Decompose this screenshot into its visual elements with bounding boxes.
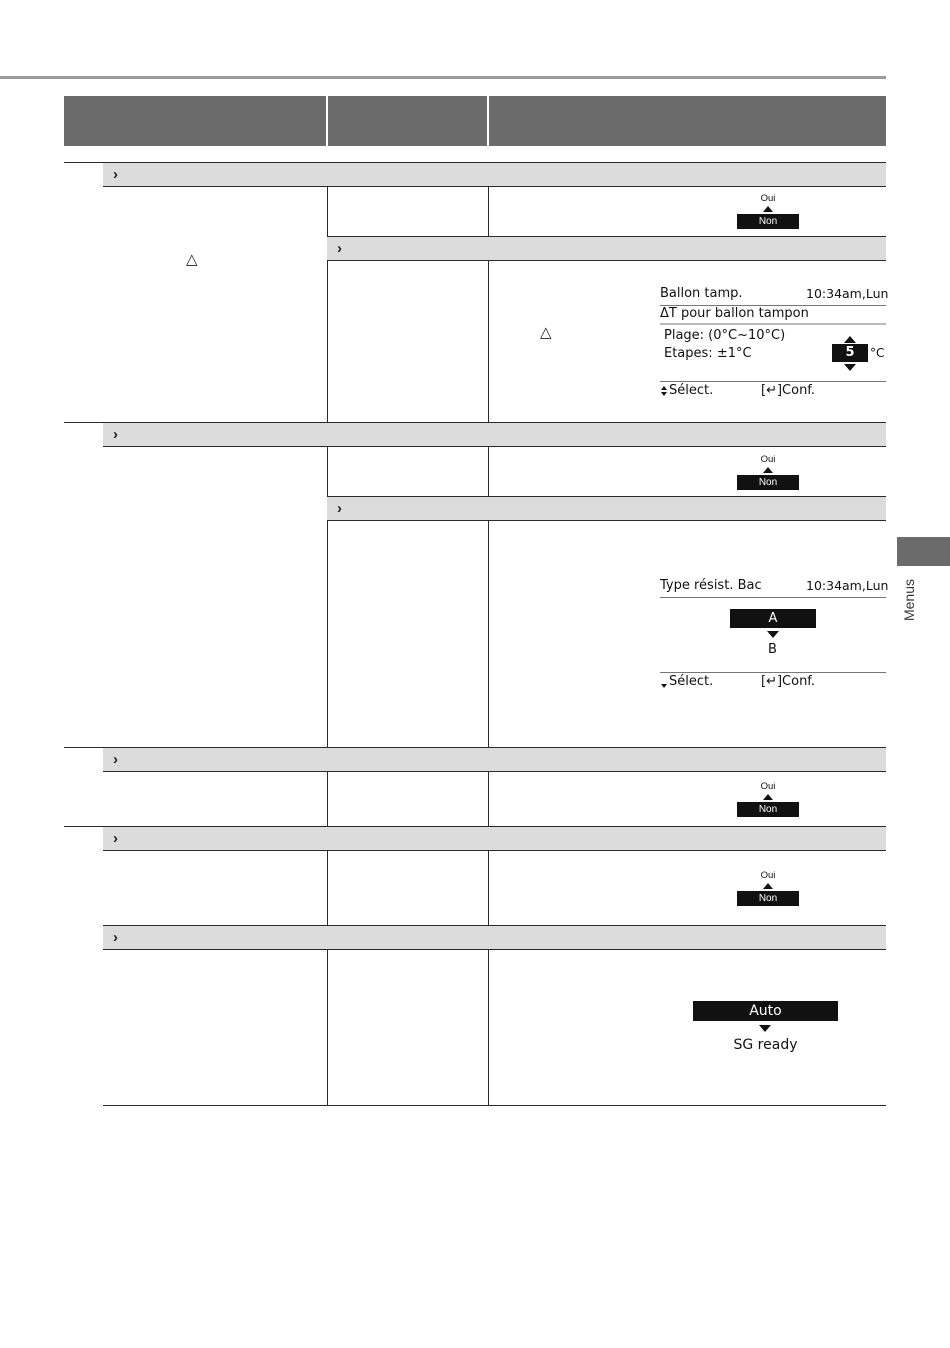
subsection-band [327, 236, 886, 261]
arrow-up-small-icon [661, 386, 667, 390]
screen-title: Ballon tamp. [660, 286, 743, 301]
screen-divider [660, 381, 886, 382]
option-selected: Auto [693, 1001, 838, 1021]
warning-triangle-icon: △ [540, 324, 552, 341]
footer-select: Sélect. [669, 383, 714, 398]
arrow-up-icon [763, 206, 773, 212]
arrow-down-icon [844, 364, 856, 371]
oui-non-selector [737, 193, 799, 229]
arrow-down-icon [759, 1025, 771, 1032]
screen-range: Plage: (0°C~10°C) [664, 328, 786, 343]
column-divider [488, 950, 489, 1106]
column-divider [327, 851, 328, 925]
section-band [103, 826, 886, 851]
section-band [103, 925, 886, 950]
header-col-3 [489, 96, 886, 146]
option-selected: A [730, 609, 816, 628]
chevron-right-icon: › [113, 751, 118, 768]
header-col-2 [328, 96, 487, 146]
screen-divider [660, 597, 886, 598]
footer-confirm: [↵]Conf. [761, 383, 816, 398]
oui-non-selector [737, 870, 799, 906]
column-divider [488, 187, 489, 422]
value-display: 5 [832, 344, 868, 362]
chevron-right-icon: › [113, 830, 118, 847]
section-band [103, 422, 886, 447]
option-non-selected: Non [737, 802, 799, 817]
header-col-1 [64, 96, 326, 146]
arrow-up-icon [763, 883, 773, 889]
lcd-screen-buffer-tank [660, 284, 889, 404]
footer-select: Sélect. [669, 674, 714, 689]
arrow-up-icon [763, 467, 773, 473]
chevron-right-icon: › [113, 166, 118, 183]
section-band [103, 747, 886, 772]
column-divider [488, 772, 489, 826]
lcd-screen-tray-heater [660, 576, 889, 696]
top-rule [0, 76, 886, 79]
option-oui: Oui [760, 454, 776, 465]
table-bottom-border [103, 1105, 886, 1106]
screen-title: Type résist. Bac [660, 578, 762, 593]
side-tab-text: Menus [901, 578, 918, 622]
screen-divider [660, 672, 886, 673]
group-separator [64, 422, 104, 423]
column-divider [488, 851, 489, 925]
option-non-selected: Non [737, 475, 799, 490]
arrow-up-icon [844, 336, 856, 343]
column-divider [488, 447, 489, 747]
arrow-down-small-icon [661, 392, 667, 396]
group-separator [64, 747, 104, 748]
column-divider [327, 447, 328, 747]
column-divider [327, 772, 328, 826]
chevron-right-icon: › [113, 929, 118, 946]
section-band [103, 162, 886, 187]
oui-non-selector [737, 454, 799, 490]
chevron-right-icon: › [337, 240, 342, 257]
column-divider [327, 950, 328, 1106]
column-divider [327, 187, 328, 422]
chevron-right-icon: › [337, 500, 342, 517]
group-separator [64, 162, 104, 163]
footer-confirm: [↵]Conf. [761, 674, 816, 689]
option-oui: Oui [760, 870, 776, 881]
screen-divider [660, 323, 886, 325]
subsection-band [327, 496, 886, 521]
option-oui: Oui [760, 193, 776, 204]
value-unit: °C [870, 346, 885, 360]
option-non-selected: Non [737, 214, 799, 229]
side-tab-marker [897, 537, 950, 566]
oui-non-selector [737, 781, 799, 817]
arrow-up-icon [763, 794, 773, 800]
option-non-selected: Non [737, 891, 799, 906]
arrow-down-icon [767, 631, 779, 638]
screen-time: 10:34am,Lun [806, 286, 889, 301]
side-tab-label [900, 578, 928, 628]
warning-triangle-icon: △ [186, 251, 198, 268]
screen-subtitle: ΔT pour ballon tampon [660, 306, 809, 321]
option-b: B [768, 642, 777, 657]
option-oui: Oui [760, 781, 776, 792]
group-separator [64, 826, 104, 827]
chevron-right-icon: › [113, 426, 118, 443]
lcd-screen-sg-ready [693, 1001, 838, 1061]
screen-time: 10:34am,Lun [806, 578, 889, 593]
screen-step: Etapes: ±1°C [664, 346, 752, 361]
arrow-down-small-icon [661, 684, 667, 688]
option-sg-ready: SG ready [733, 1037, 798, 1053]
